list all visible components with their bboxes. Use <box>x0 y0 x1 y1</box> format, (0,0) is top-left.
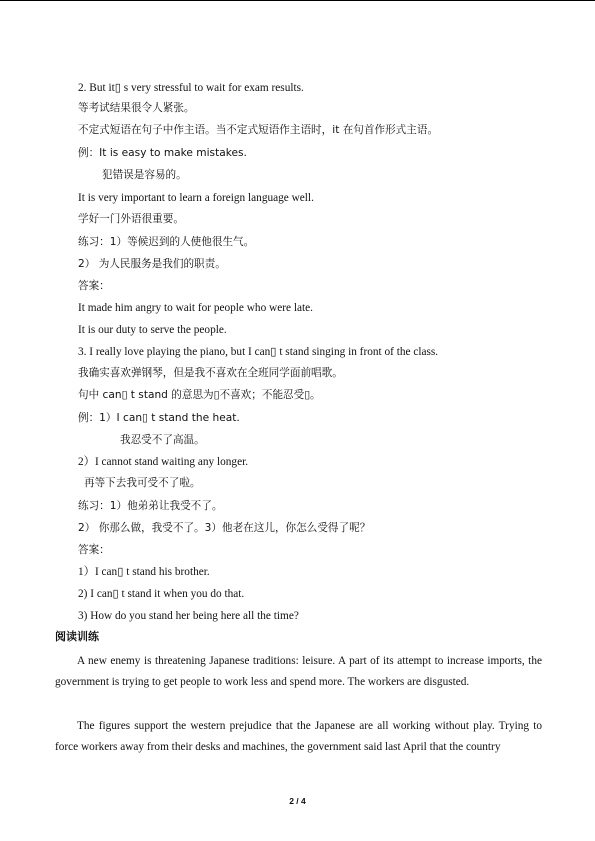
page-number: 2 / 4 <box>289 796 306 806</box>
example-sentence-3: 3. I really love playing the piano, but I can▯ t stand singing in front of the class. <box>78 346 439 358</box>
translation-line: 等考试结果很令人紧张。 <box>78 102 195 114</box>
example-line: 2）I cannot stand waiting any longer. <box>78 456 249 468</box>
answer-line: 2) I can▯ t stand it when you do that. <box>78 588 245 600</box>
translation-line: 犯错误是容易的。 <box>102 169 187 181</box>
translation-line: 再等下去我可受不了啦。 <box>84 477 201 489</box>
example-line: 例：It is easy to make mistakes. <box>78 147 247 159</box>
grammar-note: 句中 can▯ t stand 的意思为▯不喜欢；不能忍受▯。 <box>78 389 321 401</box>
top-rule <box>0 0 595 1</box>
exercise-line: 练习：1）等候迟到的人使他很生气。 <box>78 236 255 248</box>
example-line: 例：1）I can▯ t stand the heat. <box>78 412 240 424</box>
example-line: It is very important to learn a foreign language well. <box>78 192 314 204</box>
exercise-line: 练习：1）他弟弟让我受不了。 <box>78 500 223 512</box>
answer-line: It made him angry to wait for people who were late. <box>78 302 313 314</box>
answer-label: 答案： <box>78 280 110 292</box>
exercise-line: 2） 为人民服务是我们的职责。 <box>78 258 226 270</box>
translation-line: 我忍受不了高温。 <box>120 434 205 446</box>
section-heading: 阅读训练 <box>55 630 99 643</box>
example-sentence-2: 2. But it▯ s very stressful to wait for exam results. <box>78 82 304 94</box>
exercise-line: 2） 你那么做，我受不了。3）他老在这儿，你怎么受得了呢？ <box>78 522 371 534</box>
answer-line: It is our duty to serve the people. <box>78 324 227 336</box>
reading-paragraph: A new enemy is threatening Japanese traditions: leisure. A part of its attempt to increase imports, the government is trying to get people to work less and spend more. The workers are disgusted. <box>55 655 542 688</box>
grammar-note: 不定式短语在句子中作主语。当不定式短语作主语时，it 在句首作形式主语。 <box>78 124 439 136</box>
reading-paragraph: The figures support the western prejudice that the Japanese are all working without play. Trying to force workers away from their desks and machines, the government said last April that the country <box>55 720 542 753</box>
answer-line: 3) How do you stand her being here all the time? <box>78 610 299 622</box>
translation-line: 我确实喜欢弹钢琴，但是我不喜欢在全班同学面前唱歌。 <box>78 367 343 379</box>
translation-line: 学好一门外语很重要。 <box>78 213 184 225</box>
answer-line: 1）I can▯ t stand his brother. <box>78 566 210 578</box>
answer-label: 答案： <box>78 544 110 556</box>
